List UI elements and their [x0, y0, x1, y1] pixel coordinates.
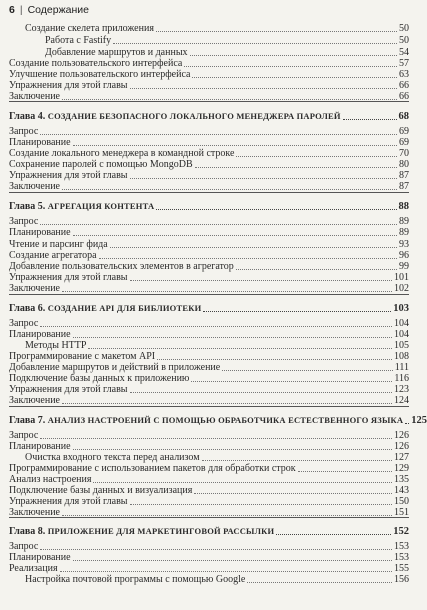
toc-entry-title: Программирование с макетом API [9, 351, 156, 362]
dot-leader [276, 534, 391, 535]
toc-page-number: 104 [394, 318, 409, 329]
dot-leader [40, 224, 397, 225]
toc-entry-title: Сохранение паролей с помощью MongoDB [9, 159, 193, 170]
dot-leader [298, 471, 392, 472]
toc-entry-title: Запрос [9, 430, 39, 441]
dot-leader [203, 311, 391, 312]
toc-entry-title: Упражнения для этой главы [9, 272, 128, 283]
toc-page-number: 66 [399, 80, 409, 91]
dot-leader [73, 235, 397, 236]
dot-leader [88, 348, 392, 349]
toc-entry-title: Создание скелета приложения [25, 23, 154, 34]
toc-chapter-heading [9, 200, 409, 212]
toc-entry-title: Упражнения для этой главы [9, 496, 128, 507]
toc-entry-title [9, 303, 201, 314]
chapter-title: АНАЛИЗ НАСТРОЕНИЙ С ПОМОЩЬЮ ОБРАБОТЧИКА ЕСТЕСТВЕННОГО ЯЗЫКА [47, 415, 404, 425]
toc-entry-title [9, 111, 341, 122]
toc-page-number: 87 [399, 170, 409, 181]
dot-leader [73, 145, 397, 146]
toc-page-number: 68 [398, 111, 409, 122]
toc-entry-title: Добавление маршрутов и действий в приложение [9, 362, 221, 373]
chapter-label: Глава 8. [9, 526, 48, 537]
toc-entry-title: Реализация [9, 563, 58, 574]
toc-page-number: 150 [394, 496, 409, 507]
dot-leader [73, 560, 392, 561]
toc-page-number: 69 [399, 126, 409, 137]
dot-leader [62, 515, 392, 516]
chapter-title: СОЗДАНИЕ БЕЗОПАСНОГО ЛОКАЛЬНОГО МЕНЕДЖЕРА ПАРОЛЕЙ [47, 111, 341, 121]
dot-leader [40, 134, 397, 135]
toc-entry-title: Планирование [9, 441, 71, 452]
toc-page-number: 54 [399, 47, 409, 58]
dot-leader [247, 582, 392, 583]
toc-page-number: 111 [394, 362, 409, 373]
toc-chapter-heading [9, 110, 409, 122]
dot-leader [190, 55, 397, 56]
chapter-divider [9, 101, 409, 102]
dot-leader [195, 167, 397, 168]
page-header [9, 3, 407, 17]
toc-entry-title: Очистка входного текста перед анализом [25, 452, 200, 463]
toc-entry [9, 180, 409, 192]
chapter-title: СОЗДАНИЕ API ДЛЯ БИБЛИОТЕКИ [47, 303, 202, 313]
toc-entry-title: Планирование [9, 137, 71, 148]
dot-leader [110, 247, 397, 248]
toc-page-number: 50 [399, 23, 409, 34]
toc-page-number: 153 [394, 552, 409, 563]
dot-leader [343, 119, 397, 120]
toc-page-number: 126 [394, 430, 409, 441]
dot-leader [130, 392, 392, 393]
toc-page-number: 96 [399, 250, 409, 261]
toc-entry-title: Подключение базы данных к приложению [9, 373, 190, 384]
toc-page-number: 50 [399, 35, 409, 46]
chapter-title: ПРИЛОЖЕНИЕ ДЛЯ МАРКЕТИНГОВОЙ РАССЫЛКИ [47, 526, 275, 536]
toc-page-number: 127 [394, 452, 409, 463]
toc-page-number: 116 [394, 373, 409, 384]
dot-leader [157, 359, 392, 360]
toc-page-number: 88 [398, 201, 409, 212]
dot-leader [60, 571, 392, 572]
dot-leader [130, 178, 397, 179]
toc-page-number: 151 [394, 507, 409, 518]
toc-entry [9, 573, 409, 585]
toc-entry [9, 22, 409, 34]
toc-page-number: 87 [399, 181, 409, 192]
toc-entry-title: Запрос [9, 318, 39, 329]
toc-page-number: 108 [394, 351, 409, 362]
toc-entry [9, 226, 409, 238]
dot-leader [62, 403, 392, 404]
chapter-label: Глава 4. [9, 111, 48, 122]
toc-page-number: 125 [411, 415, 427, 426]
toc-entry [9, 282, 409, 294]
chapter-divider [9, 406, 409, 407]
toc-entry-title: Заключение [9, 283, 60, 294]
toc-entry-title: Улучшение пользовательского интерфейса [9, 69, 191, 80]
page-number: 6 [9, 4, 15, 16]
toc-entry-title: Работа с Fastify [45, 35, 112, 46]
dot-leader [184, 66, 397, 67]
dot-leader [99, 258, 397, 259]
toc-entry-title: Планирование [9, 552, 71, 563]
toc-entry-title: Запрос [9, 126, 39, 137]
toc-page-number: 99 [399, 261, 409, 272]
toc-entry-title: Создание пользовательского интерфейса [9, 58, 183, 69]
toc-entry-title: Создание локального менеджера в командной строке [9, 148, 235, 159]
toc-entry-title: Заключение [9, 507, 60, 518]
toc-page-number: 101 [394, 272, 409, 283]
toc-page-number: 69 [399, 137, 409, 148]
toc-entry-title: Методы HTTP [25, 340, 87, 351]
dot-leader [40, 438, 392, 439]
toc-entry-title: Заключение [9, 181, 60, 192]
dot-leader [405, 423, 409, 424]
toc-page-number: 57 [399, 58, 409, 69]
toc-entry-title: Подключение базы данных и визуализация [9, 485, 193, 496]
toc-page-number: 129 [394, 463, 409, 474]
toc-page-number: 103 [393, 303, 409, 314]
toc-entry-title: Планирование [9, 329, 71, 340]
toc-entry-title: Заключение [9, 395, 60, 406]
chapter-divider [9, 517, 409, 518]
toc-page-number: 105 [394, 340, 409, 351]
toc-page-number: 80 [399, 159, 409, 170]
toc-entry-title: Чтение и парсинг фида [9, 239, 108, 250]
chapter-label: Глава 7. [9, 415, 48, 426]
toc-page-number: 63 [399, 69, 409, 80]
dot-leader [222, 370, 393, 371]
dot-leader [40, 549, 392, 550]
toc-entry-title: Настройка почтовой программы с помощью Google [25, 574, 246, 585]
header-separator: | [19, 4, 23, 16]
toc-page-number: 156 [394, 574, 409, 585]
toc-page-number: 123 [394, 384, 409, 395]
dot-leader [130, 504, 392, 505]
toc-entry-title: Анализ настроения [9, 474, 92, 485]
dot-leader [73, 337, 392, 338]
toc-page-number: 143 [394, 485, 409, 496]
toc-chapter-heading [9, 525, 409, 537]
chapter-title: АГРЕГАЦИЯ КОНТЕНТА [47, 201, 155, 211]
chapter-divider [9, 294, 409, 295]
chapter-label: Глава 6. [9, 303, 48, 314]
toc-page-number: 126 [394, 441, 409, 452]
toc-page-number: 89 [399, 216, 409, 227]
dot-leader [62, 99, 397, 100]
toc-chapter-heading [9, 414, 427, 426]
toc-entry-title: Программирование с использованием пакетов для обработки строк [9, 463, 296, 474]
toc-chapter-heading [9, 302, 409, 314]
dot-leader [40, 326, 392, 327]
dot-leader [202, 460, 392, 461]
dot-leader [73, 449, 392, 450]
dot-leader [236, 156, 397, 157]
dot-leader [130, 88, 397, 89]
chapter-divider [9, 192, 409, 193]
toc-entry-title: Упражнения для этой главы [9, 170, 128, 181]
toc-entry-title: Упражнения для этой главы [9, 384, 128, 395]
dot-leader [191, 381, 392, 382]
toc-entry-title: Запрос [9, 216, 39, 227]
header-title: Содержание [27, 4, 89, 16]
dot-leader [113, 43, 397, 44]
toc-entry-title: Добавление маршрутов и данных [45, 47, 188, 58]
toc-entry-title [9, 201, 154, 212]
dot-leader [156, 209, 396, 210]
chapter-label: Глава 5. [9, 201, 48, 212]
toc-entry-title [9, 526, 274, 537]
toc-entry [9, 394, 409, 406]
dot-leader [93, 482, 392, 483]
dot-leader [62, 291, 392, 292]
toc-page-number: 66 [399, 91, 409, 102]
toc-entry-title: Создание агрегатора [9, 250, 97, 261]
toc-entry-title: Планирование [9, 227, 71, 238]
toc-entry-title: Заключение [9, 91, 60, 102]
toc-page-number: 89 [399, 227, 409, 238]
toc-entry [9, 34, 409, 46]
toc-entry-title [9, 415, 403, 426]
dot-leader [194, 493, 392, 494]
toc-page-number: 135 [394, 474, 409, 485]
dot-leader [156, 31, 397, 32]
toc-page-number: 102 [394, 283, 409, 294]
dot-leader [192, 77, 397, 78]
toc-entry-title: Упражнения для этой главы [9, 80, 128, 91]
toc-page-number: 155 [394, 563, 409, 574]
toc-entry-title: Добавление пользовательских элементов в агрегатор [9, 261, 234, 272]
dot-leader [130, 280, 392, 281]
dot-leader [236, 269, 397, 270]
dot-leader [62, 189, 397, 190]
toc-page-number: 152 [393, 526, 409, 537]
toc-page-number: 104 [394, 329, 409, 340]
toc-page-number: 124 [394, 395, 409, 406]
toc-entry-title: Запрос [9, 541, 39, 552]
toc-page-number: 70 [399, 148, 409, 159]
toc-page-number: 153 [394, 541, 409, 552]
toc-page-number: 93 [399, 239, 409, 250]
